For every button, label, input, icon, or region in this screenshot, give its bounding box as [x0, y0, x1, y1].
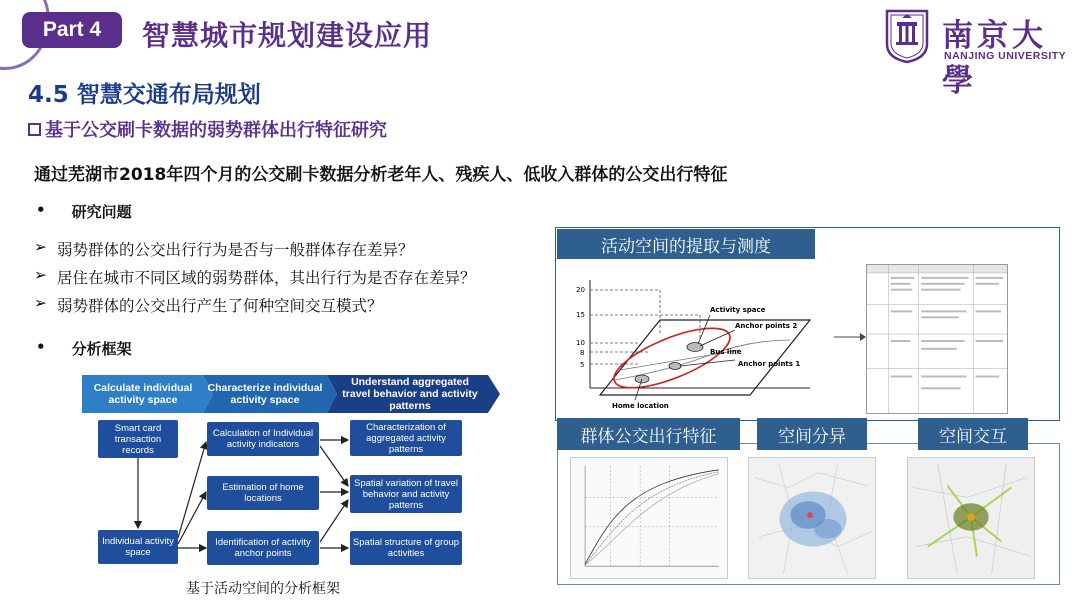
label-bus-line: Bus line: [710, 348, 742, 356]
box-individual-activity-space: Individual activity space: [98, 530, 178, 564]
y-tick: 8: [580, 349, 585, 357]
subsection-text: 基于公交刷卡数据的弱势群体出行特征研究: [45, 120, 387, 141]
arrow-bullet-icon: ➢: [34, 238, 47, 256]
indicator-table-thumbnail: [866, 264, 1008, 414]
arrow-bullet-icon: ➢: [34, 294, 47, 312]
list-item: ➢ 弱势群体的公交出行行为是否与一般群体存在差异？: [34, 238, 476, 266]
tab-spatial-variation: 空间分异: [757, 418, 867, 450]
summary-text: 通过芜湖市2018年四个月的公交刷卡数据分析老年人、残疾人、低收入群体的公交出行特征: [34, 165, 728, 185]
stage-3-header: Understand aggregated travel behavior and activity patterns: [342, 376, 478, 412]
section-title: 4.5 智慧交通布局规划: [28, 82, 261, 108]
label-anchor-1: Anchor points 1: [738, 360, 801, 368]
arrow-bullet-icon: ➢: [34, 266, 47, 284]
university-emblem-icon: [884, 8, 930, 64]
activity-space-tab: 活动空间的提取与测度: [557, 229, 815, 259]
page-title: 智慧城市规划建设应用: [142, 19, 433, 52]
box-home-locations: Estimation of home locations: [207, 476, 319, 510]
tab-group-travel: 群体公交出行特征: [557, 418, 740, 450]
framework-caption: 基于活动空间的分析框架: [186, 581, 340, 597]
stage-2-header: Characterize individual activity space: [207, 382, 323, 406]
box-anchor-points: Identification of activity anchor points: [207, 531, 319, 565]
box-aggregated-patterns: Characterization of aggregated activity patterns: [350, 420, 462, 456]
university-name-cn: 南京大學: [942, 18, 1047, 99]
label-home-location: Home location: [612, 402, 669, 410]
university-name-en: NANJING UNIVERSITY: [944, 50, 1067, 62]
cdf-chart-thumbnail: [570, 457, 728, 579]
list-item: ➢ 居住在城市不同区域的弱势群体，其出行行为是否存在差异？: [34, 266, 476, 294]
stage-1-header: Calculate individual activity space: [93, 382, 193, 406]
tab-spatial-interaction: 空间交互: [918, 418, 1028, 450]
spatial-interaction-map-thumbnail: [907, 457, 1035, 579]
framework-heading-text: 分析框架: [71, 340, 132, 358]
part-badge: Part 4: [22, 12, 122, 48]
box-spatial-variation: Spatial variation of travel behavior and activity patterns: [350, 475, 462, 513]
bullet-icon: •: [36, 201, 46, 219]
research-heading-text: 研究问题: [71, 203, 132, 221]
y-tick: 5: [580, 361, 585, 369]
activity-space-diagram: [560, 260, 860, 420]
y-tick: 15: [576, 311, 585, 319]
y-tick: 10: [576, 339, 585, 347]
label-activity-space: Activity space: [710, 306, 766, 314]
list-item: ➢ 弱势群体的公交出行产生了何种空间交互模式？: [34, 294, 476, 322]
bullet-icon: •: [36, 338, 46, 356]
box-activity-indicators: Calculation of Individual activity indicators: [207, 422, 319, 456]
label-anchor-2: Anchor points 2: [735, 322, 798, 330]
box-spatial-structure: Spatial structure of group activities: [350, 531, 462, 565]
spatial-variation-map-thumbnail: [748, 457, 876, 579]
y-tick: 20: [576, 286, 585, 294]
arrow-right-icon: [832, 330, 868, 344]
box-smart-card-records: Smart card transaction records: [98, 420, 178, 458]
